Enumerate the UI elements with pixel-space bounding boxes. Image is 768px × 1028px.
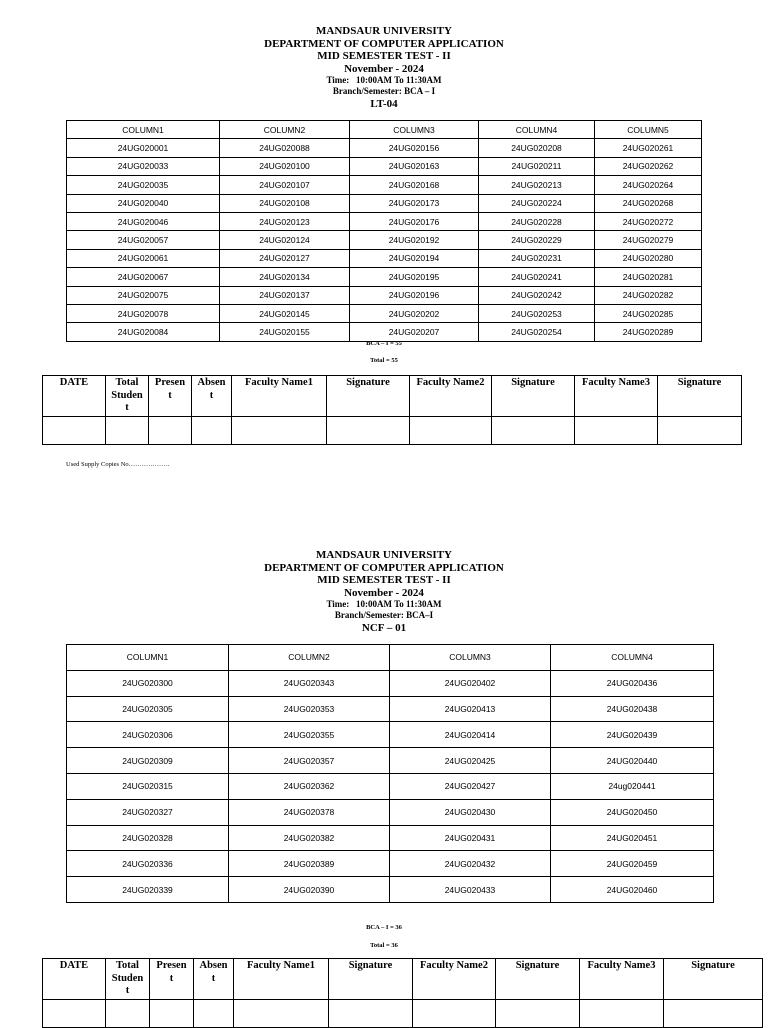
table-row <box>67 157 702 175</box>
roll-number-cell: 24UG020107 <box>220 176 350 194</box>
roll-number-cell: 24UG020195 <box>350 268 479 286</box>
roll-number-cell: 24UG020289 <box>595 323 702 341</box>
roll-number-cell: 24UG020272 <box>595 212 702 230</box>
class-count: BCA – I = 36 <box>366 924 402 931</box>
sheet1-header <box>0 25 768 111</box>
roll-number-cell: 24UG020155 <box>220 323 350 341</box>
exam-month: November - 2024 <box>344 586 424 599</box>
university-name: MANDSAUR UNIVERSITY <box>316 549 452 561</box>
attendance-table <box>42 375 742 445</box>
total-cell[interactable] <box>106 999 150 1027</box>
roll-number-cell: 24UG020137 <box>220 286 350 304</box>
table-row <box>67 696 714 722</box>
exam-time: Time: 10:00AM To 11:30AM <box>326 599 442 609</box>
roll-number-cell: 24UG020355 <box>229 722 390 748</box>
roll-number-cell: 24UG020439 <box>551 722 714 748</box>
roll-number-cell: 24UG020343 <box>229 670 390 696</box>
present-header: Presen t <box>150 959 194 1000</box>
roll-number-cell: 24UG020228 <box>479 212 595 230</box>
roll-number-cell: 24UG020336 <box>67 851 229 877</box>
roll-number-cell: 24UG020211 <box>479 157 595 175</box>
roll-number-cell: 24UG020078 <box>67 304 220 322</box>
roll-number-cell: 24UG020194 <box>350 249 479 267</box>
total-students-header: Total Studen t <box>106 376 149 417</box>
roll-number-cell: 24UG020280 <box>595 249 702 267</box>
roll-number-cell: 24UG020163 <box>350 157 479 175</box>
branch-semester: Branch/Semester: BCA – I <box>332 86 436 96</box>
total-count: Total = 55 <box>370 357 398 364</box>
roll-number-cell: 24UG020084 <box>67 323 220 341</box>
roll-number-cell: 24UG020156 <box>350 139 479 157</box>
column-header: COLUMN5 <box>595 121 702 139</box>
column-header: COLUMN2 <box>220 121 350 139</box>
roll-number-cell: 24UG020300 <box>67 670 229 696</box>
roll-number-cell: 24UG020254 <box>479 323 595 341</box>
roll-number-cell: 24UG020253 <box>479 304 595 322</box>
roll-number-cell: 24UG020057 <box>67 231 220 249</box>
roll-number-cell: 24UG020033 <box>67 157 220 175</box>
roll-number-cell: 24ug020441 <box>551 773 714 799</box>
attendance-table <box>42 958 763 1028</box>
roll-number-cell: 24UG020433 <box>390 877 551 903</box>
signature2-header: Signature <box>492 376 575 417</box>
signature1-cell[interactable] <box>327 416 410 444</box>
faculty1-header: Faculty Name1 <box>232 376 327 417</box>
roll-number-cell: 24UG020282 <box>595 286 702 304</box>
signature3-cell[interactable] <box>664 999 763 1027</box>
table-row <box>67 825 714 851</box>
attendance-header-row <box>43 959 763 1000</box>
table-row <box>67 212 702 230</box>
roll-number-cell: 24UG020353 <box>229 696 390 722</box>
roll-number-cell: 24UG020088 <box>220 139 350 157</box>
roll-number-cell: 24UG020440 <box>551 748 714 774</box>
roll-number-cell: 24UG020436 <box>551 670 714 696</box>
roll-number-cell: 24UG020261 <box>595 139 702 157</box>
exam-name: MID SEMESTER TEST - II <box>317 574 451 586</box>
roll-number-cell: 24UG020173 <box>350 194 479 212</box>
roll-number-cell: 24UG020339 <box>67 877 229 903</box>
exam-time: Time: 10:00AM To 11:30AM <box>326 75 442 85</box>
roll-number-cell: 24UG020067 <box>67 268 220 286</box>
attendance-header-row <box>43 376 742 417</box>
seating-table <box>66 644 714 903</box>
roll-number-cell: 24UG020378 <box>229 799 390 825</box>
roll-number-cell: 24UG020451 <box>551 825 714 851</box>
supply-copies-note: Used Supply Copies No………………. <box>66 461 170 468</box>
roll-number-cell: 24UG020459 <box>551 851 714 877</box>
faculty3-cell[interactable] <box>575 416 658 444</box>
roll-number-cell: 24UG020413 <box>390 696 551 722</box>
seating-table <box>66 120 702 342</box>
column-header: COLUMN1 <box>67 645 229 671</box>
roll-number-cell: 24UG020327 <box>67 799 229 825</box>
present-cell[interactable] <box>150 999 194 1027</box>
roll-number-cell: 24UG020438 <box>551 696 714 722</box>
roll-number-cell: 24UG020231 <box>479 249 595 267</box>
column-header: COLUMN3 <box>350 121 479 139</box>
signature2-cell[interactable] <box>492 416 575 444</box>
roll-number-cell: 24UG020229 <box>479 231 595 249</box>
room-number: NCF – 01 <box>361 622 407 634</box>
roll-number-cell: 24UG020242 <box>479 286 595 304</box>
roll-number-cell: 24UG020168 <box>350 176 479 194</box>
roll-number-cell: 24UG020430 <box>390 799 551 825</box>
roll-number-cell: 24UG020305 <box>67 696 229 722</box>
table-row <box>67 799 714 825</box>
roll-number-cell: 24UG020357 <box>229 748 390 774</box>
roll-number-cell: 24UG020431 <box>390 825 551 851</box>
table-row <box>67 748 714 774</box>
roll-number-cell: 24UG020075 <box>67 286 220 304</box>
roll-number-cell: 24UG020262 <box>595 157 702 175</box>
roll-number-cell: 24UG020414 <box>390 722 551 748</box>
signature1-header: Signature <box>329 959 413 1000</box>
university-name: MANDSAUR UNIVERSITY <box>316 25 452 37</box>
department-name: DEPARTMENT OF COMPUTER APPLICATION <box>264 561 504 574</box>
attendance-entry-row <box>43 999 763 1027</box>
roll-number-cell: 24UG020427 <box>390 773 551 799</box>
roll-number-cell: 24UG020390 <box>229 877 390 903</box>
exam-name: MID SEMESTER TEST - II <box>317 50 451 62</box>
faculty2-header: Faculty Name2 <box>410 376 492 417</box>
column-header: COLUMN4 <box>479 121 595 139</box>
faculty3-cell[interactable] <box>580 999 664 1027</box>
roll-number-cell: 24UG020208 <box>479 139 595 157</box>
table-row <box>67 670 714 696</box>
faculty1-header: Faculty Name1 <box>234 959 329 1000</box>
faculty1-cell[interactable] <box>234 999 329 1027</box>
column-header: COLUMN1 <box>67 121 220 139</box>
roll-number-cell: 24UG020108 <box>220 194 350 212</box>
absent-cell[interactable] <box>192 416 232 444</box>
table-row <box>67 304 702 322</box>
room-number: LT-04 <box>370 98 398 110</box>
faculty2-cell[interactable] <box>410 416 492 444</box>
roll-number-cell: 24UG020362 <box>229 773 390 799</box>
branch-semester: Branch/Semester: BCA–I <box>334 610 434 620</box>
signature3-header: Signature <box>658 376 742 417</box>
roll-number-cell: 24UG020046 <box>67 212 220 230</box>
total-cell[interactable] <box>106 416 149 444</box>
roll-number-cell: 24UG020035 <box>67 176 220 194</box>
roll-number-cell: 24UG020382 <box>229 825 390 851</box>
seating-header-row <box>67 645 714 671</box>
roll-number-cell: 24UG020100 <box>220 157 350 175</box>
table-row <box>67 176 702 194</box>
roll-number-cell: 24UG020450 <box>551 799 714 825</box>
date-cell[interactable] <box>43 416 106 444</box>
faculty3-header: Faculty Name3 <box>575 376 658 417</box>
roll-number-cell: 24UG020281 <box>595 268 702 286</box>
signature1-cell[interactable] <box>329 999 413 1027</box>
roll-number-cell: 24UG020061 <box>67 249 220 267</box>
roll-number-cell: 24UG020389 <box>229 851 390 877</box>
table-row <box>67 851 714 877</box>
roll-number-cell: 24UG020224 <box>479 194 595 212</box>
table-row <box>67 286 702 304</box>
present-cell[interactable] <box>149 416 192 444</box>
table-row <box>67 268 702 286</box>
roll-number-cell: 24UG020213 <box>479 176 595 194</box>
signature3-header: Signature <box>664 959 763 1000</box>
roll-number-cell: 24UG020196 <box>350 286 479 304</box>
table-row <box>67 722 714 748</box>
signature2-header: Signature <box>496 959 580 1000</box>
signature1-header: Signature <box>327 376 410 417</box>
total-students-header: Total Studen t <box>106 959 150 1000</box>
class-count: BCA – I = 55 <box>366 340 402 347</box>
roll-number-cell: 24UG020127 <box>220 249 350 267</box>
date-header: DATE <box>43 376 106 417</box>
column-header: COLUMN3 <box>390 645 551 671</box>
roll-number-cell: 24UG020134 <box>220 268 350 286</box>
roll-number-cell: 24UG020315 <box>67 773 229 799</box>
faculty1-cell[interactable] <box>232 416 327 444</box>
present-header: Presen t <box>149 376 192 417</box>
attendance-entry-row <box>43 416 742 444</box>
table-row <box>67 231 702 249</box>
date-cell[interactable] <box>43 999 106 1027</box>
absent-header: Absen t <box>194 959 234 1000</box>
roll-number-cell: 24UG020460 <box>551 877 714 903</box>
table-row <box>67 249 702 267</box>
table-row <box>67 194 702 212</box>
faculty3-header: Faculty Name3 <box>580 959 664 1000</box>
date-header: DATE <box>43 959 106 1000</box>
roll-number-cell: 24UG020285 <box>595 304 702 322</box>
roll-number-cell: 24UG020176 <box>350 212 479 230</box>
department-name: DEPARTMENT OF COMPUTER APPLICATION <box>264 37 504 50</box>
roll-number-cell: 24UG020279 <box>595 231 702 249</box>
roll-number-cell: 24UG020192 <box>350 231 479 249</box>
absent-cell[interactable] <box>194 999 234 1027</box>
table-row <box>67 773 714 799</box>
roll-number-cell: 24UG020309 <box>67 748 229 774</box>
signature2-cell[interactable] <box>496 999 580 1027</box>
table-row <box>67 877 714 903</box>
roll-number-cell: 24UG020040 <box>67 194 220 212</box>
roll-number-cell: 24UG020402 <box>390 670 551 696</box>
roll-number-cell: 24UG020001 <box>67 139 220 157</box>
absent-header: Absen t <box>192 376 232 417</box>
total-count: Total = 36 <box>370 942 398 949</box>
faculty2-cell[interactable] <box>413 999 496 1027</box>
roll-number-cell: 24UG020207 <box>350 323 479 341</box>
exam-month: November - 2024 <box>344 62 424 75</box>
signature3-cell[interactable] <box>658 416 742 444</box>
faculty2-header: Faculty Name2 <box>413 959 496 1000</box>
column-header: COLUMN4 <box>551 645 714 671</box>
roll-number-cell: 24UG020328 <box>67 825 229 851</box>
roll-number-cell: 24UG020306 <box>67 722 229 748</box>
roll-number-cell: 24UG020425 <box>390 748 551 774</box>
roll-number-cell: 24UG020264 <box>595 176 702 194</box>
roll-number-cell: 24UG020268 <box>595 194 702 212</box>
column-header: COLUMN2 <box>229 645 390 671</box>
roll-number-cell: 24UG020124 <box>220 231 350 249</box>
roll-number-cell: 24UG020145 <box>220 304 350 322</box>
roll-number-cell: 24UG020202 <box>350 304 479 322</box>
sheet2-header <box>0 549 768 635</box>
roll-number-cell: 24UG020432 <box>390 851 551 877</box>
table-row <box>67 139 702 157</box>
roll-number-cell: 24UG020123 <box>220 212 350 230</box>
roll-number-cell: 24UG020241 <box>479 268 595 286</box>
table-row <box>67 323 702 341</box>
seating-header-row <box>67 121 702 139</box>
